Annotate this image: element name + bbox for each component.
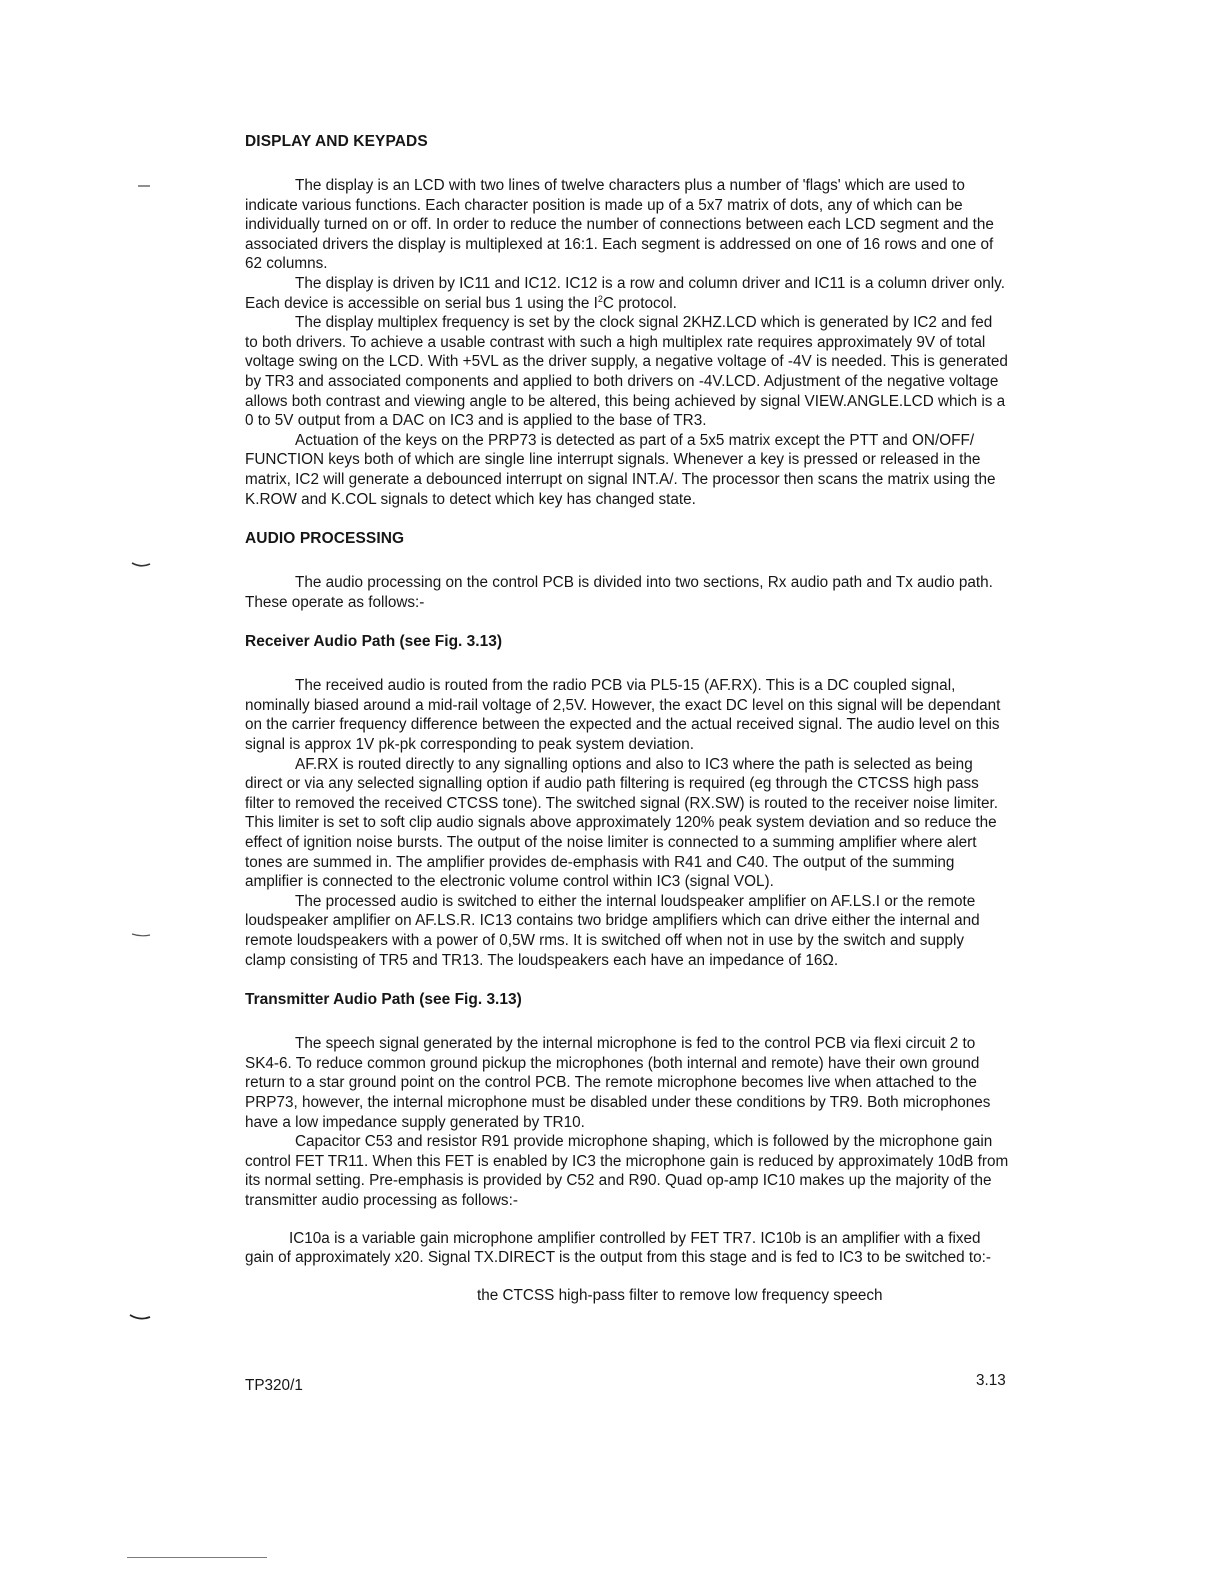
section-heading-audio: AUDIO PROCESSING xyxy=(245,530,405,548)
paragraph: The display is driven by IC11 and IC12. IC12 is a row and column driver and IC11 is a column driver only. Each device is accessible on serial bus 1 using the $I^2C$ protocol. xyxy=(245,274,1005,312)
margin-mark xyxy=(137,184,155,190)
paragraph: Capacitor C53 and resistor R91 provide microphone shaping, which is followed by the microphone gain control FET TR11. When this FET is enabled by IC3 the microphone gain is reduced by approximately 10dB from its normal setting. Pre-emphasis is provided by C52 and R90. Quad op-amp IC10 makes up the majority of the transmitter audio processing as follows:- xyxy=(245,1133,1009,1209)
document-code: TP320/1 xyxy=(245,1377,303,1394)
page-content xyxy=(245,130,1009,1305)
paragraph: The speech signal generated by the internal microphone is fed to the control PCB via flexi circuit 2 to SK4-6. To reduce common ground pickup the microphones (both internal and remote) have their own ground return to a star ground point on the control PCB. The remote microphone becomes live when attached to the PRP73, however, the internal microphone must be disabled under these conditions by TR9. Both microphones have a low impedance supply generated by TR10. xyxy=(245,1035,991,1131)
footer-rule xyxy=(127,1557,267,1558)
paragraph: AF.RX is routed directly to any signalling options and also to IC3 where the path is selected as being direct or via any selected signalling option if audio path filtering is required (eg through the CTCSS high pass filter to removed the received CTCSS tone). The switched signal (RX.SW) is routed to the receiver noise limiter. This limiter is set to soft clip audio signals above approximately 120% peak system deviation and so reduce the effect of ignition noise bursts. The output of the noise limiter is connected to a summing amplifier where alert tones are summed in. The amplifier provides de-emphasis with R41 and C40. The output of the summing amplifier is connected to the electronic volume control within IC3 (signal VOL). xyxy=(245,755,998,891)
margin-mark xyxy=(129,1314,147,1320)
paragraph: Actuation of the keys on the PRP73 is detected as part of a 5x5 matrix except the PTT and ON/OFF/ FUNCTION keys both of which are single line interrupt signals. Whenever a key is pressed or released in the matrix, IC2 will generate a debounced interrupt on signal INT.A/. The processor then scans the matrix using the K.ROW and K.COL signals to detect which key has changed state. xyxy=(245,431,996,508)
margin-mark xyxy=(131,932,149,938)
paragraph: The display multiplex frequency is set by the clock signal 2KHZ.LCD which is generated by IC2 and fed to both drivers. To achieve a usable contrast with such a high multiplex rate requires approximately 9V of total voltage swing on the LCD. With +5VL as the driver supply, a negative voltage of -4V is needed. This is generated by TR3 and associated components and applied to both drivers on -4V.LCD. Adjustment of the negative voltage allows both contrast and viewing angle to be altered, this being achieved by signal VIEW.ANGLE.LCD which is a 0 to 5V output from a DAC on IC3 and is applied to the base of TR3. xyxy=(245,314,1008,430)
list-item: the CTCSS high-pass filter to remove low frequency speech xyxy=(477,1286,883,1304)
subsection-heading-transmitter: Transmitter Audio Path (see Fig. 3.13) xyxy=(245,991,522,1009)
section-heading-display: DISPLAY AND KEYPADS xyxy=(245,133,428,150)
paragraph: The processed audio is switched to either the internal loudspeaker amplifier on AF.LS.I or the remote loudspeaker amplifier on AF.LS.R. IC13 contains two bridge amplifiers which can drive either the internal and remote loudspeakers with a power of 0,5W rms. It is switched off when not in use by the switch and supply clamp consisting of TR5 and TR13. The loudspeakers each have an impedance of 16Ω. xyxy=(245,892,980,969)
paragraph: IC10a is a variable gain microphone amplifier controlled by FET TR7. IC10b is an amplifier with a fixed gain of approximately x20. Signal TX.DIRECT is the output from this stage and is fed to IC3 to be switched to:- xyxy=(245,1229,991,1267)
subsection-heading-receiver: Receiver Audio Path (see Fig. 3.13) xyxy=(245,633,502,651)
margin-mark xyxy=(131,562,149,568)
paragraph: The display is an LCD with two lines of twelve characters plus a number of 'flags' which are used to indicate various functions. Each character position is made up of a 5x7 matrix of dots, any of which can be individually turned on or off. In order to reduce the number of connections between each LCD segment and the associated drivers the display is multiplexed at 16:1. Each segment is addressed on one of 16 rows and one of 62 columns. xyxy=(245,177,994,273)
page-number: 3.13 xyxy=(976,1372,1006,1389)
paragraph: The audio processing on the control PCB is divided into two sections, Rx audio path and Tx audio path. These operate as follows:- xyxy=(245,574,993,611)
paragraph: The received audio is routed from the radio PCB via PL5-15 (AF.RX). This is a DC coupled signal, nominally biased around a mid-rail voltage of 2,5V. However, the exact DC level on this signal will be dependant on the carrier frequency difference between the expected and the actual received signal. The audio level on this signal is approx 1V pk-pk corresponding to peak system deviation. xyxy=(245,677,1001,754)
